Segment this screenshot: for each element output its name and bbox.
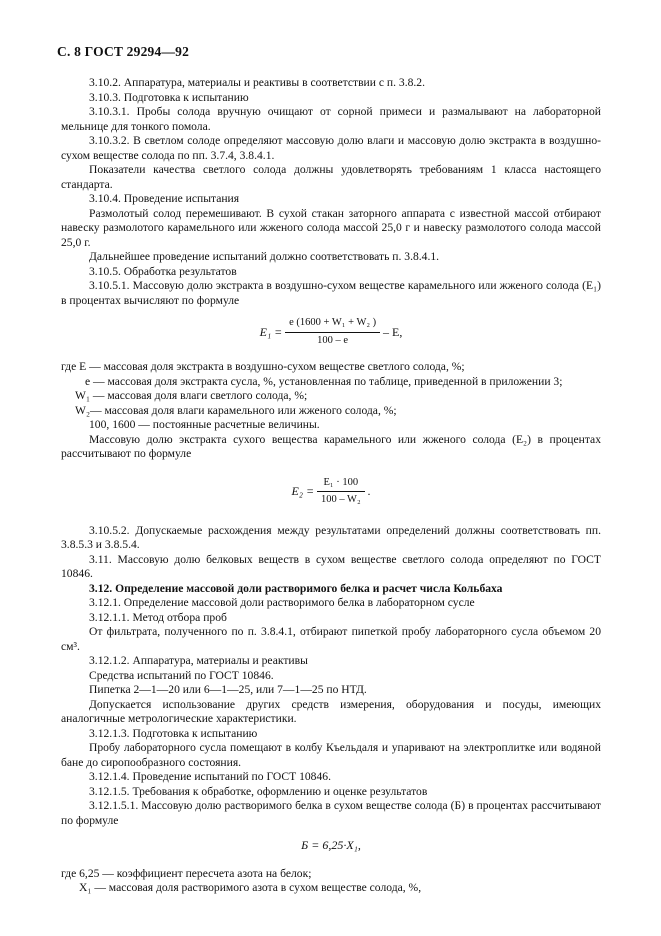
- variable-definition: 100, 1600 — постоянные расчетные величины.: [89, 418, 320, 431]
- formula-e2-denominator: 100 – W₂: [320, 494, 361, 505]
- paragraph: 3.10.2. Аппаратура, материалы и реактивы в соответствии с п. 3.8.2.: [89, 76, 425, 89]
- paragraph: 3.12.1.2. Аппаратура, материалы и реактивы: [89, 654, 308, 667]
- paragraph: 3.12.1. Определение массовой доли растворимого белка в лабораторном сусле: [89, 596, 475, 609]
- variable-definition: e — массовая доля экстракта сусла, %, установленная по таблице, приведенной в приложении 3;: [85, 374, 563, 388]
- page-header: С. 8 ГОСТ 29294—92: [57, 44, 190, 59]
- formula-e1-numerator: e (1600 + W₁ + W₂ ): [285, 316, 380, 333]
- formula-e1-fraction: [285, 316, 380, 348]
- formula-e1-denominator: 100 – e: [317, 334, 349, 346]
- formula-e2-left: E₂ =: [291, 484, 315, 499]
- section-heading: 3.12. Определение массовой доли растворимого белка и расчет числа Кольбаха: [89, 581, 503, 595]
- formula-e2-fraction: [317, 476, 365, 508]
- paragraph: 3.10.5.2. Допускаемые расхождения между результатами определений должны соответствовать пп. 3.8.5.3 и 3.8.5.4.: [61, 523, 601, 551]
- formula-e1-left: E₁ =: [259, 324, 283, 339]
- variable-definition: где 6,25 — коэффициент пересчета азота на белок;: [61, 866, 312, 880]
- paragraph: 3.12.1.5.1. Массовую долю растворимого белка в сухом веществе солода (Б) в процентах рассчитывают по формуле: [61, 799, 601, 827]
- paragraph: 3.12.1.4. Проведение испытаний по ГОСТ 10846.: [89, 770, 331, 783]
- formula-e1: [61, 316, 601, 348]
- paragraph: Размолотый солод перемешивают. В сухой стакан заторного аппарата с известной массой отбирают навеску размолотого карамельного или жженого солода массой 25,0 г и навеску размолотого солода массой 25,0 г.: [61, 206, 601, 249]
- paragraph: 3.12.1.1. Метод отбора проб: [89, 610, 227, 624]
- paragraph: От фильтрата, полученного по п. 3.8.4.1, отбирают пипеткой пробу лабораторного сусла объемом 20 см³.: [61, 625, 601, 653]
- formula-e1-right: – E,: [383, 324, 403, 339]
- variable-definition: W₁ — массовая доля влаги светлого солода, %;: [75, 389, 308, 402]
- formula-e2: [61, 476, 601, 508]
- formula-e2-right: .: [367, 484, 371, 499]
- paragraph: Допускается использование других средств измерения, оборудования и посуды, имеющих аналогичные метрологические характеристики.: [61, 697, 601, 725]
- document-body: [61, 76, 601, 896]
- variable-definition: W₂— массовая доля влаги карамельного или жженого солода, %;: [75, 403, 397, 417]
- paragraph: Массовую долю экстракта сухого вещества карамельного или жженого солода (E₂) в процентах рассчитывают по формуле: [61, 432, 601, 460]
- paragraph: 3.11. Массовую долю белковых веществ в сухом веществе светлого солода определяют по ГОСТ 10846.: [61, 552, 601, 580]
- paragraph: 3.12.1.3. Подготовка к испытанию: [89, 726, 258, 740]
- paragraph: Показатели качества светлого солода должны удовлетворять требованиям 1 класса настоящего стандарта.: [61, 163, 601, 191]
- formula-b: [61, 838, 601, 853]
- paragraph: 3.10.4. Проведение испытания: [89, 192, 240, 205]
- formula-e2-numerator: E₁ · 100: [317, 476, 365, 493]
- variable-definition: X₁ — массовая доля растворимого азота в сухом веществе солода, %,: [79, 881, 422, 895]
- paragraph: 3.10.3.1. Пробы солода вручную очищают от сорной примеси и размалывают на лабораторной мельнице для тонкого помола.: [61, 105, 601, 133]
- paragraph: 3.10.3.2. В светлом солоде определяют массовую долю влаги и массовую долю экстракта в воздушно-сухом веществе солода по пп. 3.7.4, 3.8.4.1.: [61, 134, 601, 162]
- formula-b-text: Б = 6,25·X₁,: [301, 838, 361, 853]
- paragraph: Пипетка 2—1—20 или 6—1—25, или 7—1—25 по НТД.: [89, 683, 367, 696]
- variable-definition: где E — массовая доля экстракта в воздушно-сухом веществе светлого солода, %;: [61, 360, 465, 373]
- paragraph: Пробу лабораторного сусла помещают в колбу Къельдаля и упаривают на электроплитке или водяной бане до сиропообразного состояния.: [61, 741, 601, 769]
- paragraph: 3.12.1.5. Требования к обработке, оформлению и оценке результатов: [89, 784, 428, 798]
- paragraph: 3.10.5. Обработка результатов: [89, 264, 237, 278]
- paragraph: 3.10.3. Подготовка к испытанию: [89, 90, 249, 104]
- paragraph: Дальнейшее проведение испытаний должно соответствовать п. 3.8.4.1.: [89, 250, 440, 263]
- paragraph: Средства испытаний по ГОСТ 10846.: [89, 668, 274, 682]
- paragraph: 3.10.5.1. Массовую долю экстракта в воздушно-сухом веществе карамельного или жженого солода (E₁) в процентах вычисляют по формуле: [61, 279, 601, 307]
